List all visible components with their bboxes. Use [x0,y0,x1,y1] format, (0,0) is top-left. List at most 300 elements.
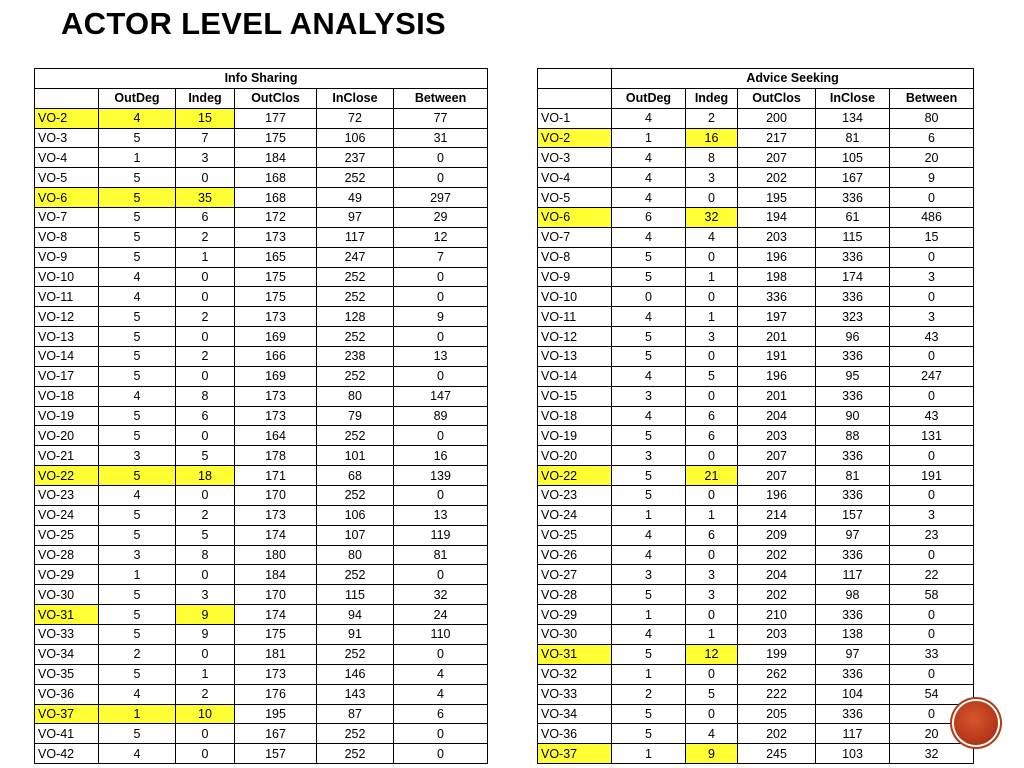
indeg-cell: 16 [686,128,738,148]
outdeg-cell: 5 [99,426,176,446]
indeg-cell: 18 [176,466,235,486]
between-cell: 12 [394,227,488,247]
actor-id: VO-26 [538,545,612,565]
indeg-cell: 35 [176,188,235,208]
table-row [538,128,974,148]
header-between: Between [394,88,488,108]
inclose-cell: 117 [816,724,890,744]
info-sharing-table [34,68,488,764]
inclose-cell: 252 [317,486,394,506]
actor-id: VO-33 [35,625,99,645]
between-cell: 0 [394,327,488,347]
outdeg-cell: 5 [612,247,686,267]
outdeg-cell: 5 [612,347,686,367]
outdeg-cell: 2 [612,684,686,704]
actor-id: VO-9 [538,267,612,287]
inclose-cell: 107 [317,525,394,545]
inclose-cell: 87 [317,704,394,724]
outdeg-cell: 5 [99,247,176,267]
actor-id: VO-31 [538,644,612,664]
inclose-cell: 336 [816,545,890,565]
between-cell: 0 [394,486,488,506]
inclose-cell: 252 [317,287,394,307]
outclos-cell: 201 [738,386,816,406]
indeg-cell: 6 [686,525,738,545]
between-cell: 33 [890,644,974,664]
indeg-cell: 5 [176,446,235,466]
outdeg-cell: 5 [99,307,176,327]
between-cell: 0 [890,545,974,565]
table-row [538,545,974,565]
outdeg-cell: 5 [99,168,176,188]
between-cell: 4 [394,684,488,704]
inclose-cell: 117 [317,227,394,247]
inclose-cell: 252 [317,327,394,347]
inclose-cell: 104 [816,684,890,704]
between-cell: 13 [394,505,488,525]
outclos-cell: 173 [235,227,317,247]
outclos-cell: 196 [738,366,816,386]
outclos-cell: 177 [235,108,317,128]
inclose-cell: 88 [816,426,890,446]
outdeg-cell: 4 [99,684,176,704]
outclos-cell: 157 [235,744,317,764]
indeg-cell: 10 [176,704,235,724]
between-cell: 22 [890,565,974,585]
inclose-cell: 90 [816,406,890,426]
table-row [538,347,974,367]
outdeg-cell: 0 [612,287,686,307]
actor-id: VO-3 [35,128,99,148]
between-cell: 3 [890,307,974,327]
indeg-cell: 0 [686,446,738,466]
actor-id: VO-36 [35,684,99,704]
outclos-cell: 203 [738,625,816,645]
inclose-cell: 336 [816,347,890,367]
inclose-cell: 323 [816,307,890,327]
between-cell: 20 [890,148,974,168]
outdeg-cell: 5 [99,664,176,684]
outclos-cell: 198 [738,267,816,287]
outdeg-cell: 4 [99,108,176,128]
table-row [35,327,488,347]
header-indeg: Indeg [686,88,738,108]
table-row [538,307,974,327]
inclose-cell: 252 [317,724,394,744]
outclos-cell: 202 [738,585,816,605]
outdeg-cell: 5 [612,704,686,724]
actor-id: VO-2 [538,128,612,148]
inclose-cell: 336 [816,247,890,267]
table-row [35,724,488,744]
header-indeg: Indeg [176,88,235,108]
inclose-cell: 143 [317,684,394,704]
table-row [538,227,974,247]
between-cell: 247 [890,366,974,386]
between-cell: 89 [394,406,488,426]
inclose-cell: 81 [816,128,890,148]
outdeg-cell: 1 [612,128,686,148]
table-row [35,644,488,664]
indeg-cell: 6 [686,426,738,446]
outclos-cell: 207 [738,446,816,466]
table-row [538,327,974,347]
inclose-cell: 79 [317,406,394,426]
between-cell: 6 [394,704,488,724]
outdeg-cell: 4 [612,406,686,426]
actor-id: VO-34 [538,704,612,724]
indeg-cell: 1 [686,505,738,525]
outclos-cell: 175 [235,625,317,645]
outclos-cell: 168 [235,188,317,208]
outdeg-cell: 4 [612,188,686,208]
header-inclose: InClose [816,88,890,108]
outclos-cell: 204 [738,565,816,585]
indeg-cell: 4 [686,724,738,744]
outdeg-cell: 1 [99,148,176,168]
indeg-cell: 8 [176,545,235,565]
header-outdeg: OutDeg [99,88,176,108]
actor-id: VO-20 [35,426,99,446]
table-row [538,466,974,486]
indeg-cell: 6 [686,406,738,426]
indeg-cell: 1 [686,267,738,287]
actor-id: VO-13 [35,327,99,347]
table-row [35,208,488,228]
table-row [35,466,488,486]
outdeg-cell: 3 [99,545,176,565]
table-row [35,704,488,724]
page-title: ACTOR LEVEL ANALYSIS [61,6,446,41]
header-outclos: OutClos [235,88,317,108]
actor-id: VO-25 [35,525,99,545]
table-row [35,188,488,208]
table-row [35,565,488,585]
inclose-cell: 101 [317,446,394,466]
actor-id: VO-14 [35,347,99,367]
indeg-cell: 6 [176,406,235,426]
actor-id: VO-30 [538,625,612,645]
indeg-cell: 9 [686,744,738,764]
between-cell: 24 [394,605,488,625]
between-cell: 81 [394,545,488,565]
table-row [35,247,488,267]
inclose-cell: 97 [816,644,890,664]
indeg-cell: 0 [686,486,738,506]
between-cell: 0 [394,565,488,585]
outdeg-cell: 5 [612,267,686,287]
between-cell: 0 [394,366,488,386]
between-cell: 110 [394,625,488,645]
indeg-cell: 3 [686,565,738,585]
header-blank [538,69,612,89]
indeg-cell: 3 [176,148,235,168]
indeg-cell: 0 [686,704,738,724]
between-cell: 20 [890,724,974,744]
outclos-cell: 200 [738,108,816,128]
indeg-cell: 2 [176,227,235,247]
actor-id: VO-20 [538,446,612,466]
actor-id: VO-36 [538,724,612,744]
table-row [538,446,974,466]
outdeg-cell: 5 [99,208,176,228]
actor-id: VO-23 [538,486,612,506]
outclos-cell: 196 [738,486,816,506]
actor-id: VO-1 [538,108,612,128]
actor-id: VO-8 [538,247,612,267]
between-cell: 0 [394,287,488,307]
indeg-cell: 2 [176,505,235,525]
outclos-cell: 197 [738,307,816,327]
actor-id: VO-27 [538,565,612,585]
indeg-cell: 15 [176,108,235,128]
outclos-cell: 168 [235,168,317,188]
between-cell: 0 [394,148,488,168]
actor-id: VO-25 [538,525,612,545]
actor-id: VO-19 [35,406,99,426]
outdeg-cell: 4 [612,227,686,247]
indeg-cell: 0 [686,188,738,208]
actor-id: VO-24 [538,505,612,525]
outclos-cell: 336 [738,287,816,307]
outdeg-cell: 4 [99,744,176,764]
table-row [35,505,488,525]
inclose-cell: 336 [816,704,890,724]
table-row [538,704,974,724]
outdeg-cell: 4 [612,108,686,128]
outdeg-cell: 5 [99,505,176,525]
table-row [538,108,974,128]
table-row [35,684,488,704]
inclose-cell: 336 [816,605,890,625]
between-cell: 297 [394,188,488,208]
between-cell: 139 [394,466,488,486]
outclos-cell: 178 [235,446,317,466]
outclos-cell: 196 [738,247,816,267]
table-row [538,287,974,307]
actor-id: VO-11 [35,287,99,307]
indeg-cell: 0 [176,486,235,506]
outclos-cell: 164 [235,426,317,446]
actor-id: VO-28 [538,585,612,605]
indeg-cell: 0 [176,287,235,307]
outclos-cell: 175 [235,267,317,287]
inclose-cell: 336 [816,287,890,307]
table-row [538,625,974,645]
table-row [35,525,488,545]
outclos-cell: 172 [235,208,317,228]
outclos-cell: 176 [235,684,317,704]
outdeg-cell: 4 [99,267,176,287]
actor-id: VO-11 [538,307,612,327]
between-cell: 0 [394,267,488,287]
inclose-cell: 68 [317,466,394,486]
outclos-cell: 174 [235,605,317,625]
advice-seeking-table [537,68,974,764]
between-cell: 147 [394,386,488,406]
table-row [538,267,974,287]
indeg-cell: 1 [686,307,738,327]
between-cell: 29 [394,208,488,228]
indeg-cell: 0 [686,287,738,307]
actor-id: VO-18 [35,386,99,406]
outdeg-cell: 4 [612,545,686,565]
actor-id: VO-19 [538,426,612,446]
table-row [35,625,488,645]
outclos-cell: 209 [738,525,816,545]
outclos-cell: 201 [738,327,816,347]
outclos-cell: 195 [738,188,816,208]
indeg-cell: 1 [176,664,235,684]
outdeg-cell: 4 [99,486,176,506]
inclose-cell: 174 [816,267,890,287]
inclose-cell: 96 [816,327,890,347]
between-cell: 0 [394,744,488,764]
between-cell: 9 [890,168,974,188]
indeg-cell: 3 [176,585,235,605]
outdeg-cell: 3 [99,446,176,466]
outclos-cell: 173 [235,664,317,684]
outdeg-cell: 5 [612,644,686,664]
between-cell: 191 [890,466,974,486]
inclose-cell: 238 [317,347,394,367]
actor-id: VO-13 [538,347,612,367]
outdeg-cell: 3 [612,446,686,466]
inclose-cell: 157 [816,505,890,525]
between-cell: 119 [394,525,488,545]
indeg-cell: 0 [176,724,235,744]
between-cell: 13 [394,347,488,367]
outclos-cell: 203 [738,426,816,446]
table-row [538,406,974,426]
indeg-cell: 2 [176,347,235,367]
inclose-cell: 61 [816,208,890,228]
actor-id: VO-31 [35,605,99,625]
actor-id: VO-18 [538,406,612,426]
between-cell: 0 [890,664,974,684]
outclos-cell: 207 [738,466,816,486]
outclos-cell: 205 [738,704,816,724]
table-row [538,605,974,625]
indeg-cell: 0 [686,664,738,684]
between-cell: 0 [890,486,974,506]
table-row [35,664,488,684]
table-row [35,446,488,466]
table-row [538,585,974,605]
table-row [538,366,974,386]
info-sharing-title: Info Sharing [35,69,488,89]
inclose-cell: 252 [317,168,394,188]
table-row [35,307,488,327]
outclos-cell: 184 [235,148,317,168]
indeg-cell: 7 [176,128,235,148]
outclos-cell: 184 [235,565,317,585]
inclose-cell: 94 [317,605,394,625]
indeg-cell: 0 [176,327,235,347]
actor-id: VO-22 [538,466,612,486]
between-cell: 6 [890,128,974,148]
table-row [35,366,488,386]
inclose-cell: 134 [816,108,890,128]
outdeg-cell: 5 [612,426,686,446]
outdeg-cell: 5 [99,605,176,625]
header-blank [538,88,612,108]
indeg-cell: 12 [686,644,738,664]
between-cell: 31 [394,128,488,148]
table-row [538,684,974,704]
indeg-cell: 0 [686,386,738,406]
table-row [35,128,488,148]
outdeg-cell: 5 [99,525,176,545]
indeg-cell: 5 [176,525,235,545]
table-row [538,486,974,506]
inclose-cell: 252 [317,744,394,764]
header-outdeg: OutDeg [612,88,686,108]
inclose-cell: 106 [317,505,394,525]
indeg-cell: 5 [686,366,738,386]
inclose-cell: 138 [816,625,890,645]
inclose-cell: 103 [816,744,890,764]
inclose-cell: 336 [816,486,890,506]
between-cell: 58 [890,585,974,605]
outclos-cell: 173 [235,406,317,426]
outclos-cell: 170 [235,486,317,506]
between-cell: 0 [890,446,974,466]
inclose-cell: 98 [816,585,890,605]
header-blank [35,88,99,108]
table-row [538,247,974,267]
actor-id: VO-7 [538,227,612,247]
outclos-cell: 262 [738,664,816,684]
inclose-cell: 336 [816,446,890,466]
indeg-cell: 0 [176,565,235,585]
outdeg-cell: 5 [612,466,686,486]
indeg-cell: 8 [686,148,738,168]
indeg-cell: 0 [176,426,235,446]
table-row [35,168,488,188]
actor-id: VO-6 [35,188,99,208]
info-sharing-body [35,108,488,763]
indeg-cell: 1 [686,625,738,645]
table-row [35,386,488,406]
outdeg-cell: 5 [612,585,686,605]
actor-id: VO-33 [538,684,612,704]
between-cell: 15 [890,227,974,247]
actor-id: VO-12 [538,327,612,347]
table-row [35,486,488,506]
table-row [538,565,974,585]
actor-id: VO-3 [538,148,612,168]
table-row [35,227,488,247]
inclose-cell: 97 [816,525,890,545]
between-cell: 16 [394,446,488,466]
outclos-cell: 194 [738,208,816,228]
outclos-cell: 167 [235,724,317,744]
between-cell: 80 [890,108,974,128]
outclos-cell: 173 [235,386,317,406]
inclose-cell: 252 [317,565,394,585]
actor-id: VO-32 [538,664,612,684]
outdeg-cell: 4 [612,168,686,188]
actor-id: VO-29 [35,565,99,585]
between-cell: 0 [890,188,974,208]
table-row [35,585,488,605]
outclos-cell: 199 [738,644,816,664]
inclose-cell: 115 [816,227,890,247]
inclose-cell: 97 [317,208,394,228]
indeg-cell: 4 [686,227,738,247]
between-cell: 3 [890,267,974,287]
